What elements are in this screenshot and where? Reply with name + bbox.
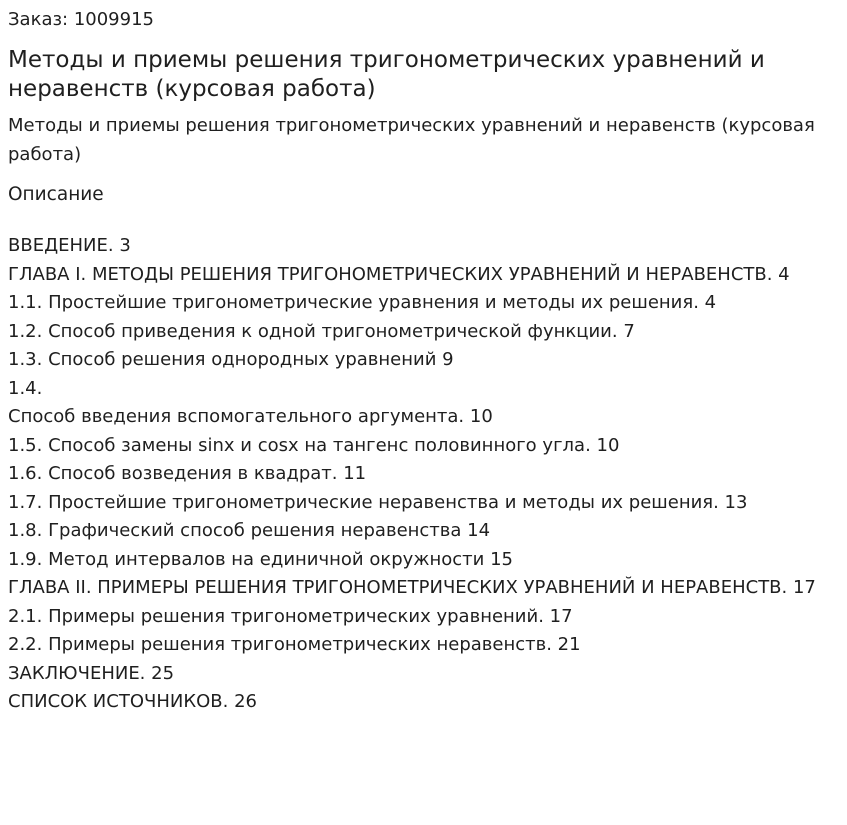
toc-item-introduction: ВВЕДЕНИЕ. 3 [8, 235, 131, 256]
toc-item-conclusion: ЗАКЛЮЧЕНИЕ. 25 [8, 662, 175, 684]
toc-item-1-3: 1.3. Способ решения однородных уравнений 9 [8, 349, 454, 370]
description-heading: Описание [8, 184, 104, 205]
toc-item-1-1: 1.1. Простейшие тригонометрические уравнения и методы их решения. 4 [8, 292, 717, 313]
order-number: Заказ: 1009915 [8, 9, 154, 30]
toc-item-2-1: 2.1. Примеры решения тригонометрических уравнений. 17 [8, 605, 573, 627]
page-title: Методы и приемы решения тригонометрических уравнений и неравенств (курсовая работа) [8, 47, 765, 102]
toc-item-2-2: 2.2. Примеры решения тригонометрических неравенств. 21 [8, 634, 581, 655]
toc-item-1-9: 1.9. Метод интервалов на единичной окружности 15 [8, 548, 513, 570]
toc-item-1-8: 1.8. Графический способ решения неравенства 14 [8, 520, 491, 541]
toc-item-1-4-title: Способ введения вспомогательного аргумента. 10 [8, 406, 493, 427]
toc-item-chapter-1: ГЛАВА I. МЕТОДЫ РЕШЕНИЯ ТРИГОНОМЕТРИЧЕСКИХ УРАВНЕНИЙ И НЕРАВЕНСТВ. 4 [8, 263, 790, 285]
toc-item-1-6: 1.6. Способ возведения в квадрат. 11 [8, 463, 367, 484]
toc-item-references: СПИСОК ИСТОЧНИКОВ. 26 [8, 691, 257, 712]
toc-item-1-7: 1.7. Простейшие тригонометрические неравенства и методы их решения. 13 [8, 491, 748, 513]
page-subtitle: Методы и приемы решения тригонометрических уравнений и неравенств (курсовая работа) [8, 115, 815, 165]
toc-item-1-2: 1.2. Способ приведения к одной тригонометрической функции. 7 [8, 320, 635, 342]
toc-item-1-4-number: 1.4. [8, 377, 43, 399]
toc-item-chapter-2: ГЛАВА II. ПРИМЕРЫ РЕШЕНИЯ ТРИГОНОМЕТРИЧЕСКИХ УРАВНЕНИЙ И НЕРАВЕНСТВ. 17 [8, 577, 816, 598]
table-of-contents [8, 232, 839, 717]
toc-item-1-5: 1.5. Способ замены sinx и cosx на тангенс половинного угла. 10 [8, 434, 620, 456]
